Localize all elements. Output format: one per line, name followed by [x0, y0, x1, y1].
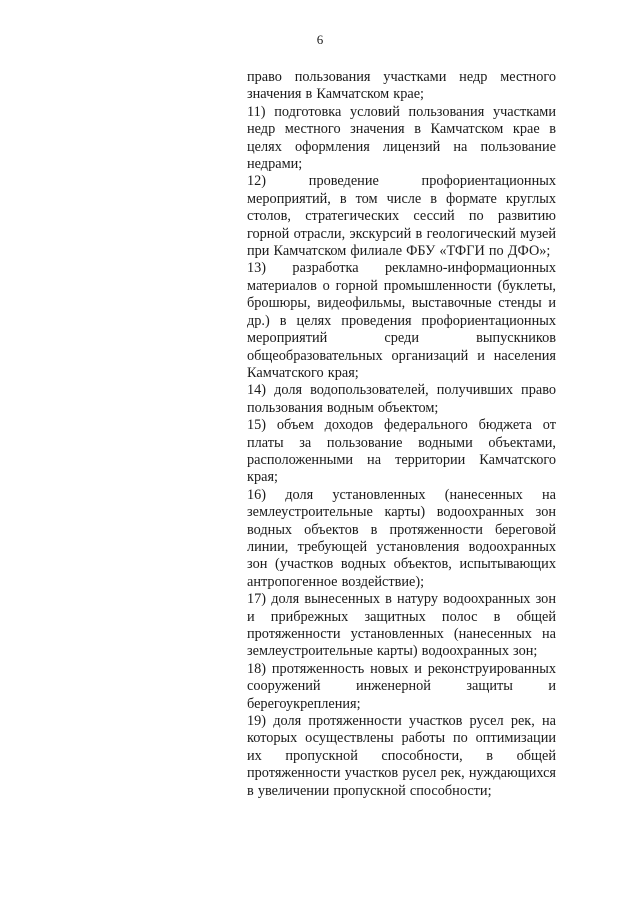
list-item-15: 15) объем доходов федерального бюджета от платы за пользование водными объектами, расположенными на территории Камчатского края; [247, 417, 556, 486]
list-item-18: 18) протяженность новых и реконструированных сооружений инженерной защиты и берегоукрепления; [247, 660, 556, 712]
list-item-12: 12) проведение профориентационных мероприятий, в том числе в формате круглых столов, стратегических сессий по развитию горной отрасли, экскурсий в геологический музей при Камчатском филиале ФБУ «ТФГИ по ДФО»; [247, 173, 556, 260]
list-item-19: 19) доля протяженности участков русел рек, на которых осуществлены работы по оптимизации их пропускной способности, в общей протяженности участков русел рек, нуждающихся в увеличении пропускной способности; [247, 713, 556, 799]
list-item-13: 13) разработка рекламно-информационных материалов о горной промышленности (буклеты, брошюры, видеофильмы, выставочные стенды и др.) в целях проведения профориентационных мероприятий среди выпускников общеобразовательных организаций и населения Камчатского края; [247, 260, 556, 381]
document-body [247, 69, 556, 800]
list-item-11: 11) подготовка условий пользования участками недр местного значения в Камчатском крае в целях оформления лицензий на пользование недрами; [247, 103, 556, 173]
list-item-16: 16) доля установленных (нанесенных на землеустроительные карты) водоохранных зон водных объектов в протяженности береговой линии, требующей установления водоохранных зон (участков водных объектов, испытывающих антропогенное воздействие); [247, 486, 556, 590]
list-item-14: 14) доля водопользователей, получивших право пользования водным объектом; [247, 382, 556, 416]
page-number: 6 [316, 32, 324, 47]
paragraph-continuation: право пользования участками недр местного значения в Камчатском крае; [247, 69, 556, 103]
list-item-17: 17) доля вынесенных в натуру водоохранных зон и прибрежных защитных полос в общей протяженности установленных (нанесенных на землеустроительные карты) водоохранных зон; [247, 591, 556, 660]
